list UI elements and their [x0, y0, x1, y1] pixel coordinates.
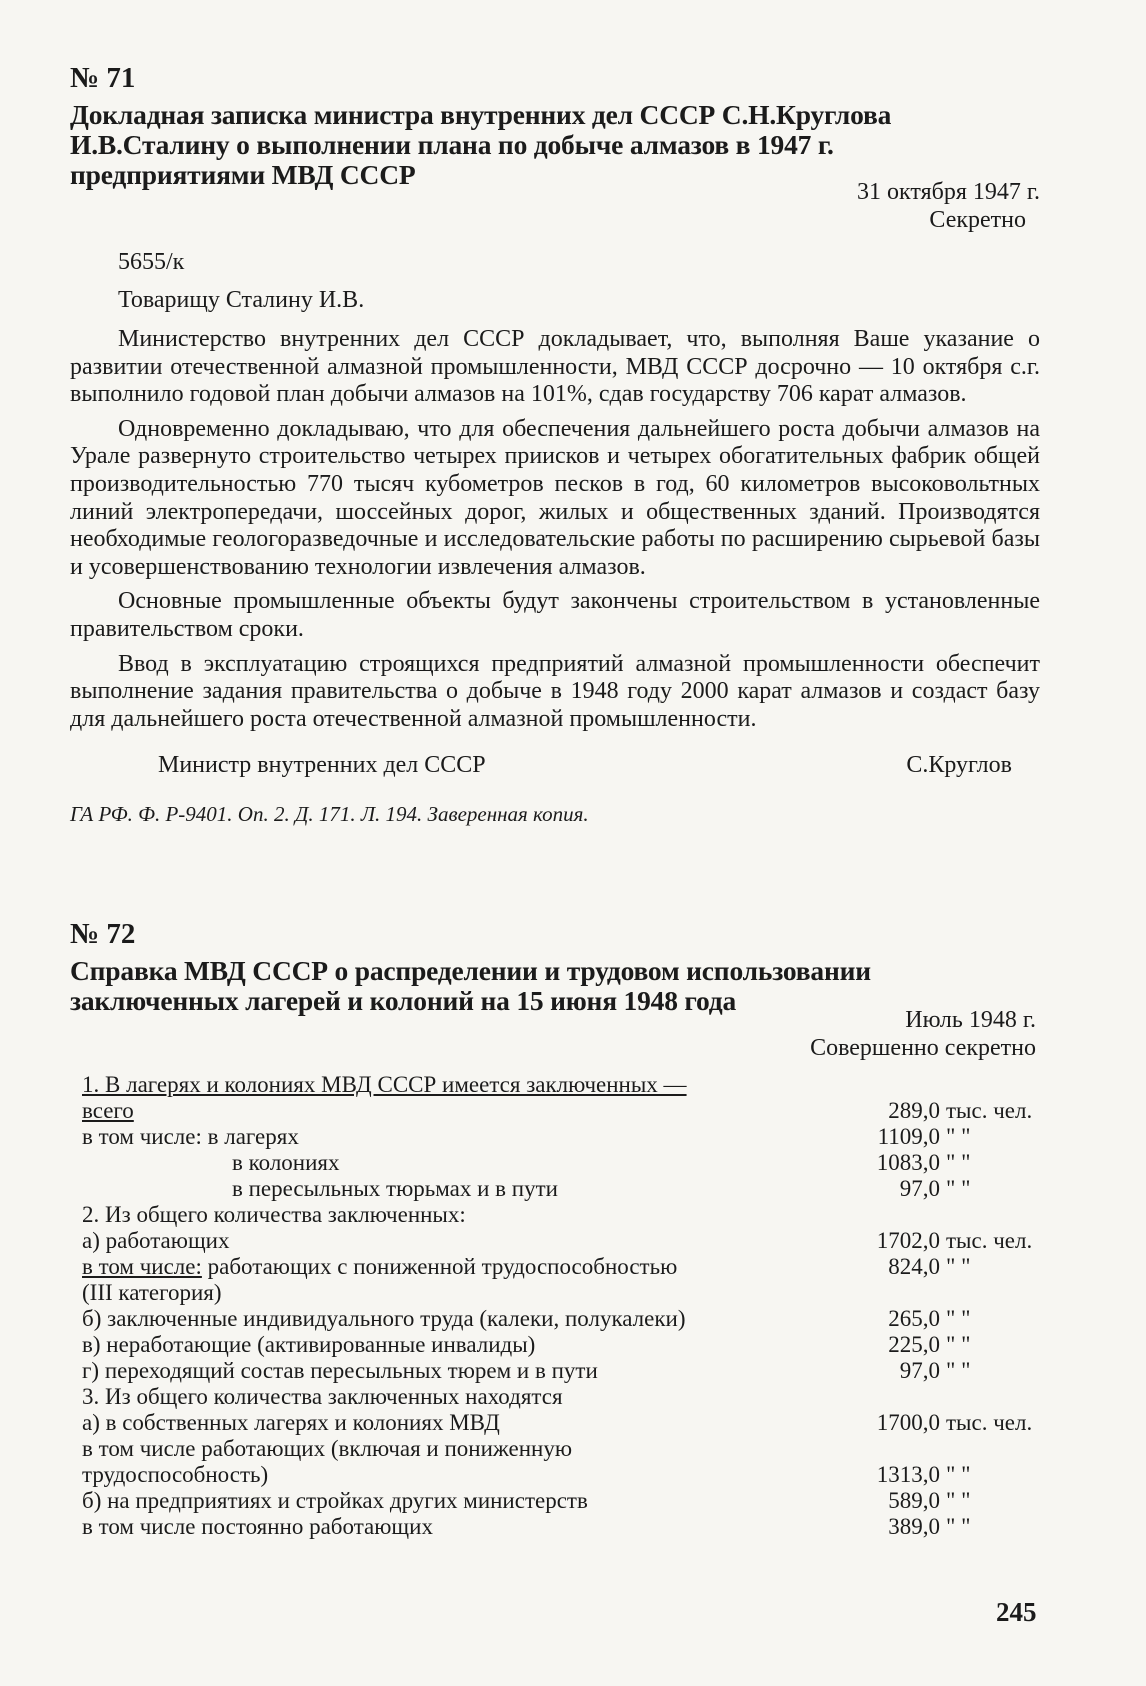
table-row	[70, 1072, 1040, 1098]
table-row	[70, 1098, 1040, 1124]
row-value: 824,0	[888, 1254, 940, 1279]
archive-source: ГА РФ. Ф. Р-9401. Оп. 2. Д. 171. Л. 194. Заверенная копия.	[70, 802, 589, 827]
table-row	[70, 1410, 1040, 1436]
row-value: 1313,0	[876, 1462, 940, 1487]
table-row	[70, 1202, 1040, 1228]
row-label	[82, 1462, 268, 1488]
row-value: 225,0	[888, 1332, 940, 1357]
row-label	[82, 1072, 687, 1098]
table-row	[70, 1280, 1040, 1306]
row-label	[82, 1332, 535, 1358]
row-label	[82, 1306, 686, 1332]
row-unit: " "	[946, 1124, 971, 1149]
row-value: 1700,0	[876, 1410, 940, 1435]
paragraph: Ввод в эксплуатацию строящихся предприятий алмазной промышленности обеспечит выполнение задания правительства о добыче в 1948 году 2000 карат алмазов и создаст базу для дальнейшего роста отечественной алмазной промышленности.	[70, 650, 1040, 732]
row-label-text: а) в собственных лагерях и колониях МВД	[82, 1410, 500, 1435]
row-label-text: (III категория)	[82, 1280, 222, 1305]
row-label	[82, 1280, 222, 1306]
document-71	[70, 62, 1040, 827]
row-unit: тыс. чел.	[946, 1228, 1033, 1253]
title-line: Докладная записка министра внутренних дел СССР С.Н.Круглова	[70, 99, 892, 130]
row-unit: " "	[946, 1254, 971, 1279]
row-label-prefix: в том числе:	[82, 1254, 202, 1279]
table-row	[70, 1228, 1040, 1254]
row-label	[82, 1202, 466, 1228]
row-value: 265,0	[888, 1306, 940, 1331]
row-value: 97,0	[899, 1176, 940, 1201]
row-unit: " "	[946, 1332, 971, 1357]
row-label-text: в) неработающие (активированные инвалиды)	[82, 1332, 536, 1357]
addressee: Товарищу Сталину И.В.	[118, 287, 365, 313]
page-number: 245	[996, 1597, 1037, 1627]
row-label	[82, 1436, 572, 1462]
table-row	[70, 1384, 1040, 1410]
row-label	[82, 1358, 598, 1384]
row-value: 589,0	[888, 1488, 940, 1513]
table-row	[70, 1150, 1040, 1176]
signature-name: С.Круглов	[906, 752, 1012, 779]
row-label	[82, 1228, 229, 1254]
row-value: 97,0	[899, 1358, 940, 1383]
row-unit: тыс. чел.	[946, 1410, 1033, 1435]
row-label-text: в том числе постоянно работающих	[82, 1514, 433, 1539]
row-unit: " "	[946, 1514, 971, 1539]
paragraph: Основные промышленные объекты будут закончены строительством в установленные правительством сроки.	[70, 588, 1040, 642]
table-row	[70, 1462, 1040, 1488]
signature-block	[70, 751, 1040, 781]
table-row	[70, 1332, 1040, 1358]
row-label	[82, 1384, 563, 1410]
row-label-text: работающих с пониженной трудоспособностью	[201, 1254, 678, 1279]
table-row	[70, 1254, 1040, 1280]
row-label-text: в том числе: в лагерях	[82, 1124, 299, 1149]
row-unit: " "	[946, 1306, 971, 1331]
row-label	[82, 1410, 500, 1436]
table-row	[70, 1436, 1040, 1462]
row-label	[82, 1124, 299, 1150]
row-value: 289,0	[888, 1098, 940, 1123]
signature-position: Министр внутренних дел СССР	[158, 752, 486, 779]
document-number: № 72	[70, 918, 136, 950]
table-row	[70, 1514, 1040, 1540]
title-line: Справка МВД СССР о распределении и трудовом использовании	[70, 955, 871, 986]
row-label-text: в пересыльных тюрьмах и в пути	[232, 1176, 558, 1201]
row-unit: " "	[946, 1358, 971, 1383]
row-label	[82, 1098, 134, 1124]
row-label-text: 1. В лагерях и колониях МВД СССР имеется заключенных —	[82, 1072, 687, 1097]
row-value: 1109,0	[877, 1124, 940, 1149]
row-label-text: 3. Из общего количества заключенных находятся	[82, 1384, 563, 1409]
row-label-text: в том числе работающих (включая и пониженную	[82, 1436, 573, 1461]
table-row	[70, 1306, 1040, 1332]
document-title	[70, 100, 1040, 190]
title-line: И.В.Сталину о выполнении плана по добыче алмазов в 1947 г.	[70, 129, 834, 160]
row-unit: " "	[946, 1150, 971, 1175]
paragraph: Министерство внутренних дел СССР докладывает, что, выполняя Ваше указание о развитии отечественной алмазной промышленности, МВД СССР досрочно — 10 октября с.г. выполнило годовой план добычи алмазов на 101%, сдав государству 706 карат алмазов.	[70, 326, 1040, 408]
document-date: Июль 1948 г.	[905, 1007, 1036, 1033]
row-value: 1083,0	[876, 1150, 940, 1175]
row-label-text: г) переходящий состав пересыльных тюрем и в пути	[82, 1358, 598, 1383]
row-unit: " "	[946, 1462, 971, 1487]
paragraph: Одновременно докладываю, что для обеспечения дальнейшего роста добычи алмазов на Урале развернуто строительство четырех приисков и четырех обогатительных фабрик общей производительностью 770 тысяч кубометров песков в год, 60 километров высоковольтных линий электропередачи, шоссейных дорог, жилых и общественных зданий. Производятся необходимые геологоразведочные и исследовательские работы по расширению сырьевой базы и усовершенствованию технологии извлечения алмазов.	[70, 415, 1040, 580]
row-label-text: б) на предприятиях и стройках других министерств	[82, 1488, 588, 1513]
document-72	[70, 918, 1040, 1540]
table-row	[70, 1176, 1040, 1202]
row-label-text: а) работающих	[82, 1228, 230, 1253]
row-label-text: всего	[82, 1098, 134, 1123]
table-row	[70, 1488, 1040, 1514]
row-unit: тыс. чел.	[946, 1098, 1033, 1123]
row-label-text: б) заключенные индивидуального труда (калеки, полукалеки)	[82, 1306, 686, 1331]
row-label-text: 2. Из общего количества заключенных:	[82, 1202, 466, 1227]
table-row	[70, 1358, 1040, 1384]
row-value: 1702,0	[876, 1228, 940, 1253]
row-label	[82, 1488, 588, 1514]
title-line: заключенных лагерей и колоний на 15 июня 1948 года	[70, 985, 737, 1016]
row-label	[82, 1254, 677, 1280]
row-unit: " "	[946, 1176, 971, 1201]
row-label	[82, 1514, 433, 1540]
classification-stamp: Секретно	[929, 207, 1026, 233]
row-label	[232, 1176, 558, 1202]
table-row	[70, 1124, 1040, 1150]
title-line: предприятиями МВД СССР	[70, 159, 416, 190]
classification-stamp: Совершенно секретно	[810, 1035, 1036, 1061]
row-value: 389,0	[888, 1514, 940, 1539]
prisoner-distribution-table	[70, 1072, 1040, 1540]
row-label-text: трудоспособность)	[82, 1462, 269, 1487]
document-date: 31 октября 1947 г.	[857, 179, 1040, 205]
row-label-text: в колониях	[232, 1150, 340, 1175]
row-label	[232, 1150, 340, 1176]
registration-number: 5655/к	[118, 249, 185, 275]
row-unit: " "	[946, 1488, 971, 1513]
document-number: № 71	[70, 62, 136, 94]
